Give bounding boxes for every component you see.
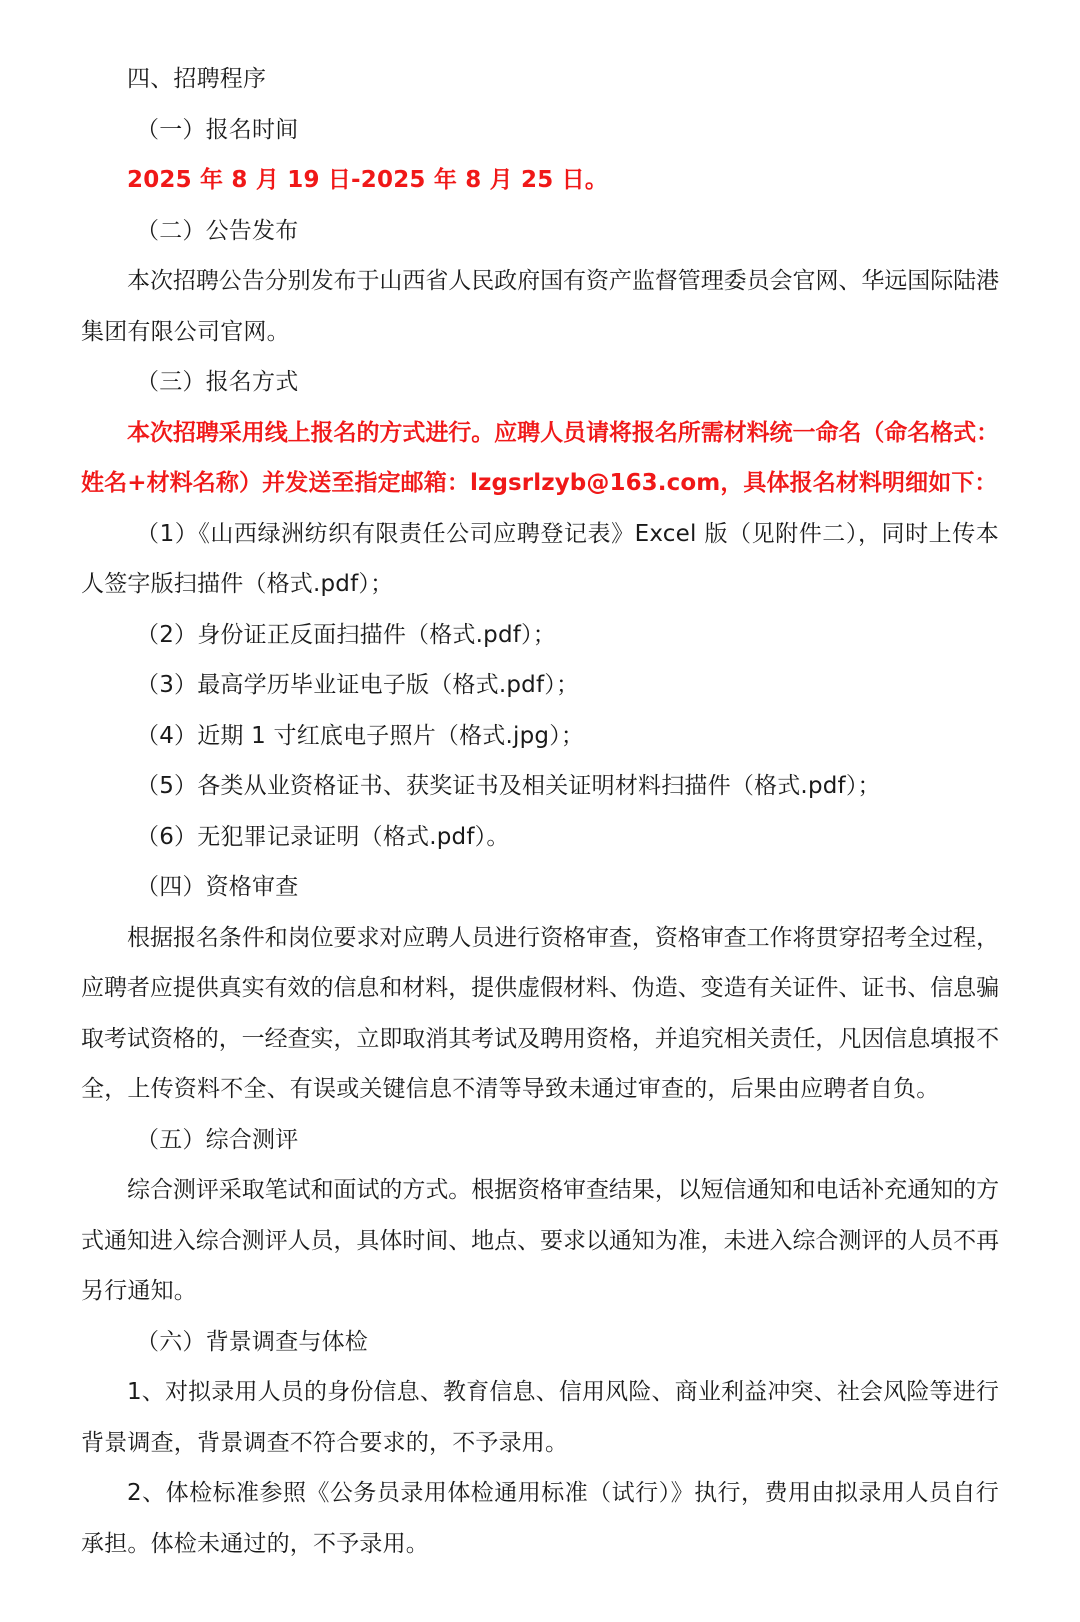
subheading-background-check: （六）背景调查与体检 <box>136 1328 368 1355</box>
material-item-3: （3）最高学历毕业证电子版（格式.pdf）； <box>136 672 580 698</box>
medical-exam-item-2-cont: 承担。体检未通过的，不予录用。 <box>81 1530 429 1557</box>
material-item-5: （5）各类从业资格证书、获奖证书及相关证明材料扫描件（格式.pdf）； <box>136 773 881 799</box>
announcement-text-line: 本次招聘公告分别发布于山西省人民政府国有资产监督管理委员会官网、华远国际陆港 <box>127 268 999 294</box>
subheading-announcement: （二）公告发布 <box>136 217 299 244</box>
background-check-item-1-cont: 背景调查，背景调查不符合要求的，不予录用。 <box>81 1429 569 1456</box>
subheading-registration-method: （三）报名方式 <box>136 369 299 395</box>
section-heading-recruitment-procedure: 四、招聘程序 <box>127 66 267 92</box>
registration-method-line: 姓名+材料名称）并发送至指定邮箱：lzgsrlzyb@163.com，具体报名材料明细如下： <box>81 470 998 496</box>
document-body <box>81 54 999 1569</box>
assessment-text-line: 式通知进入综合测评人员，具体时间、地点、要求以通知为准，未进入综合测评的人员不再 <box>81 1227 999 1254</box>
material-item-1: （1）《山西绿洲纺织有限责任公司应聘登记表》Excel 版（见附件二），同时上传本 <box>136 520 999 547</box>
review-text-line: 根据报名条件和岗位要求对应聘人员进行资格审查，资格审查工作将贯穿招考全过程， <box>127 924 999 951</box>
registration-method-line: 本次招聘采用线上报名的方式进行。应聘人员请将报名所需材料统一命名（命名格式： <box>127 419 999 446</box>
assessment-text-line: 另行通知。 <box>81 1278 197 1304</box>
medical-exam-item-2: 2、体检标准参照《公务员录用体检通用标准（试行）》执行，费用由拟录用人员自行 <box>127 1480 999 1506</box>
review-text-line: 应聘者应提供真实有效的信息和材料，提供虚假材料、伪造、变造有关证件、证书、信息骗 <box>81 975 999 1001</box>
assessment-text-line: 综合测评采取笔试和面试的方式。根据资格审查结果，以短信通知和电话补充通知的方 <box>127 1177 999 1203</box>
material-item-1-cont: 人签字版扫描件（格式.pdf）； <box>81 571 394 597</box>
background-check-item-1: 1、对拟录用人员的身份信息、教育信息、信用风险、商业利益冲突、社会风险等进行 <box>127 1379 999 1405</box>
material-item-4: （4）近期 1 寸红底电子照片（格式.jpg）； <box>136 722 585 749</box>
review-text-line: 全，上传资料不全、有误或关键信息不清等导致未通过审查的，后果由应聘者自负。 <box>81 1076 940 1102</box>
announcement-text-line: 集团有限公司官网。 <box>81 318 290 345</box>
subheading-comprehensive-assessment: （五）综合测评 <box>136 1126 299 1153</box>
subheading-qualification-review: （四）资格审查 <box>136 874 299 900</box>
review-text-line: 取考试资格的，一经查实，立即取消其考试及聘用资格，并追究相关责任，凡因信息填报不 <box>81 1025 999 1052</box>
subheading-registration-time: （一）报名时间 <box>136 116 299 143</box>
material-item-2: （2）身份证正反面扫描件（格式.pdf）； <box>136 621 556 648</box>
material-item-6: （6）无犯罪记录证明（格式.pdf）。 <box>136 823 510 850</box>
registration-date-range: 2025 年 8 月 19 日-2025 年 8 月 25 日。 <box>127 167 609 193</box>
